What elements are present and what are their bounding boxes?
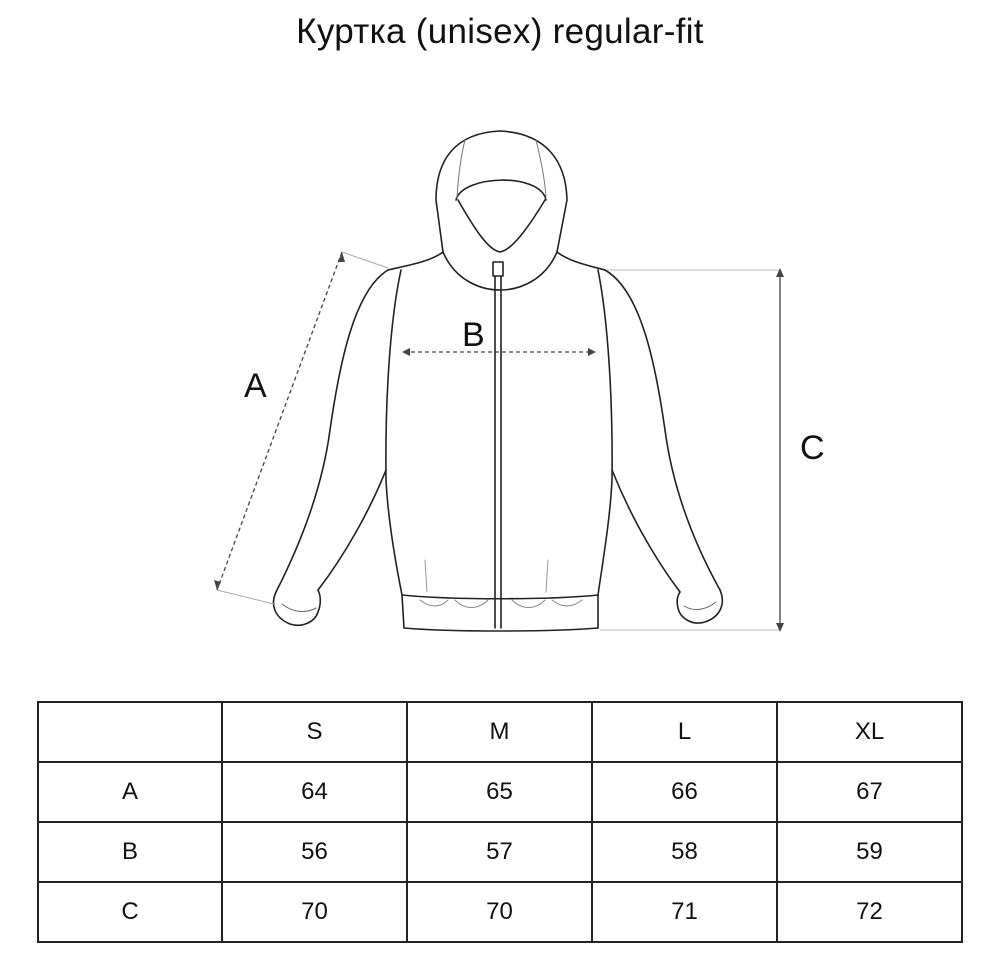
table-cell: 72 — [777, 882, 962, 942]
table-cell: 66 — [592, 762, 777, 822]
measure-a-line — [214, 252, 388, 604]
measure-b-line — [402, 348, 596, 356]
table-cell: 65 — [407, 762, 592, 822]
table-cell: 57 — [407, 822, 592, 882]
measure-c-label: C — [800, 429, 825, 467]
page-title: Куртка (unisex) regular-fit — [296, 12, 704, 51]
measure-b-label: B — [462, 316, 485, 354]
table-header-cell: M — [407, 702, 592, 762]
table-row — [38, 822, 962, 882]
size-table — [37, 701, 963, 943]
table-cell: 70 — [407, 882, 592, 942]
table-cell: 67 — [777, 762, 962, 822]
row-label: A — [38, 762, 222, 822]
table-header-cell: XL — [777, 702, 962, 762]
measure-c-line — [600, 268, 784, 632]
row-label: B — [38, 822, 222, 882]
jacket-outline — [274, 131, 723, 631]
table-cell: 64 — [222, 762, 407, 822]
table-header-cell: L — [592, 702, 777, 762]
table-row — [38, 762, 962, 822]
table-cell: 70 — [222, 882, 407, 942]
table-cell: 58 — [592, 822, 777, 882]
measure-a-label: A — [244, 367, 267, 405]
row-label: C — [38, 882, 222, 942]
table-cell: 59 — [777, 822, 962, 882]
table-cell: 56 — [222, 822, 407, 882]
table-header-cell — [38, 702, 222, 762]
table-header-cell: S — [222, 702, 407, 762]
table-row — [38, 882, 962, 942]
table-header-row — [38, 702, 962, 762]
table-cell: 71 — [592, 882, 777, 942]
